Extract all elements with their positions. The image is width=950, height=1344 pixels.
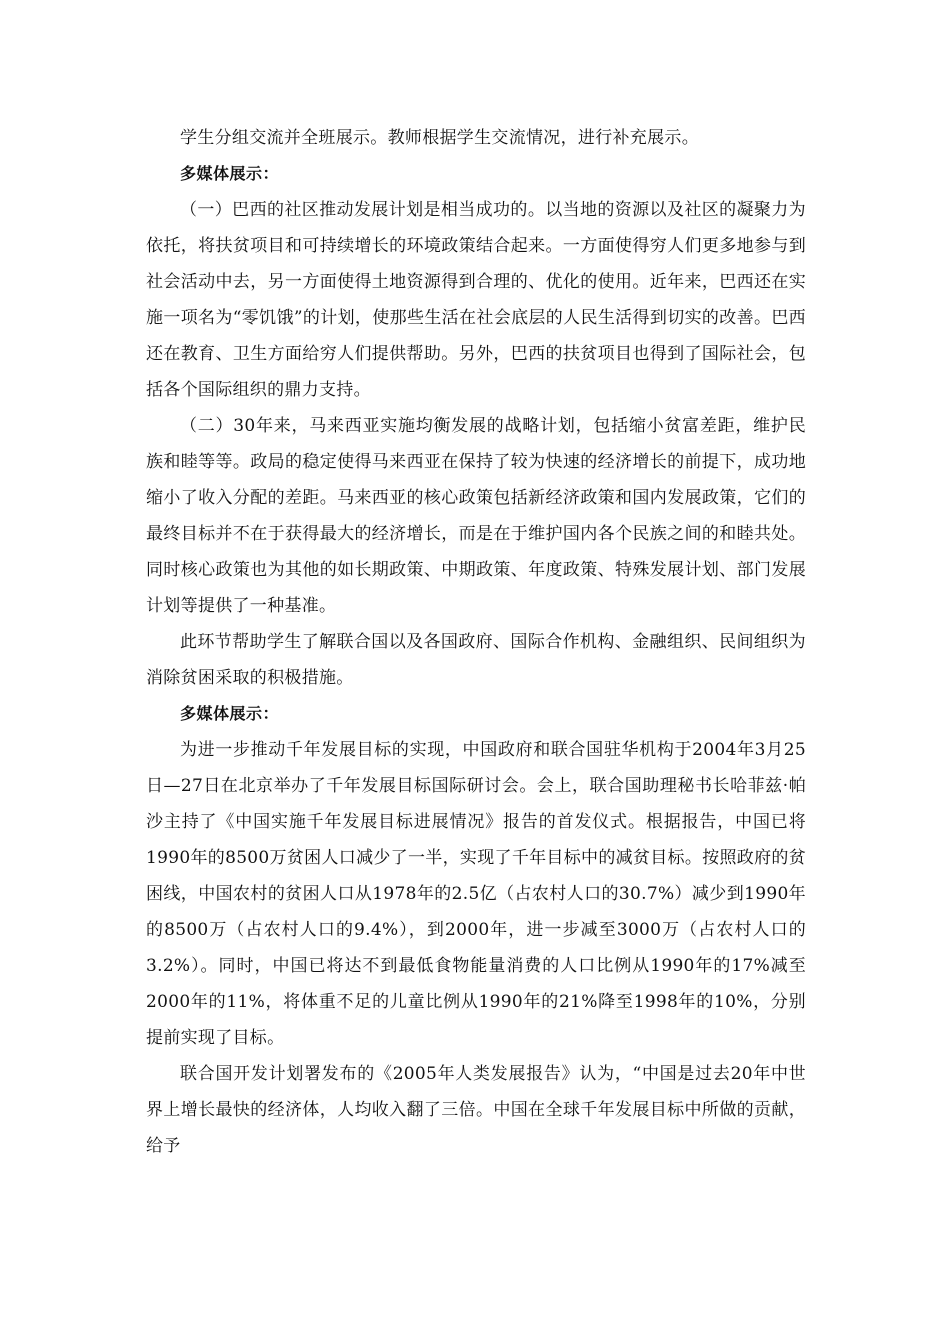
paragraph-section-purpose: 此环节帮助学生了解联合国以及各国政府、国际合作机构、金融组织、民间组织为消除贫困采取的积极措施。 [146, 632, 806, 688]
heading-multimedia-2: 多媒体展示： [180, 704, 280, 723]
paragraph-malaysia: （二）30年来，马来西亚实施均衡发展的战略计划，包括缩小贫富差距，维护民族和睦等等。政局的稳定使得马来西亚在保持了较为快速的经济增长的前提下，成功地缩小了收入分配的差距。马来西亚的核心政策包括新经济政策和国内发展政策，它们的最终目标并不在于获得最大的经济增长，而是在于维护国内各个民族之间的和睦共处。同时核心政策也为其他的如长期政策、中期政策、年度政策、特殊发展计划、部门发展计划等提供了一种基准。 [146, 416, 806, 616]
paragraph-undp-report: 联合国开发计划署发布的《2005年人类发展报告》认为，“中国是过去20年中世界上增长最快的经济体，人均收入翻了三倍。中国在全球千年发展目标中所做的贡献，给予 [146, 1064, 806, 1156]
paragraph-group-exchange: 学生分组交流并全班展示。教师根据学生交流情况，进行补充展示。 [180, 128, 699, 148]
paragraph-brazil: （一）巴西的社区推动发展计划是相当成功的。以当地的资源以及社区的凝聚力为依托，将扶贫项目和可持续增长的环境政策结合起来。一方面使得穷人们更多地参与到社会活动中去，另一方面使得土地资源得到合理的、优化的使用。近年来，巴西还在实施一项名为“零饥饿”的计划，使那些生活在社会底层的人民生活得到切实的改善。巴西还在教育、卫生方面给穷人们提供帮助。另外，巴西的扶贫项目也得到了国际社会，包括各个国际组织的鼎力支持。 [146, 200, 806, 400]
heading-multimedia-1: 多媒体展示： [180, 164, 280, 183]
document-body [146, 120, 806, 1164]
paragraph-china-mdg: 为进一步推动千年发展目标的实现，中国政府和联合国驻华机构于2004年3月25日—27日在北京举办了千年发展目标国际研讨会。会上，联合国助理秘书长哈菲兹·帕沙主持了《中国实施千年发展目标进展情况》报告的首发仪式。根据报告，中国已将1990年的8500万贫困人口减少了一半，实现了千年目标中的减贫目标。按照政府的贫困线，中国农村的贫困人口从1978年的2.5亿（占农村人口的30.7%）减少到1990年的8500万（占农村人口的9.4%），到2000年，进一步减至3000万（占农村人口的3.2%）。同时，中国已将达不到最低食物能量消费的人口比例从1990年的17%减至2000年的11%，将体重不足的儿童比例从1990年的21%降至1998年的10%，分别提前实现了目标。 [146, 740, 806, 1048]
